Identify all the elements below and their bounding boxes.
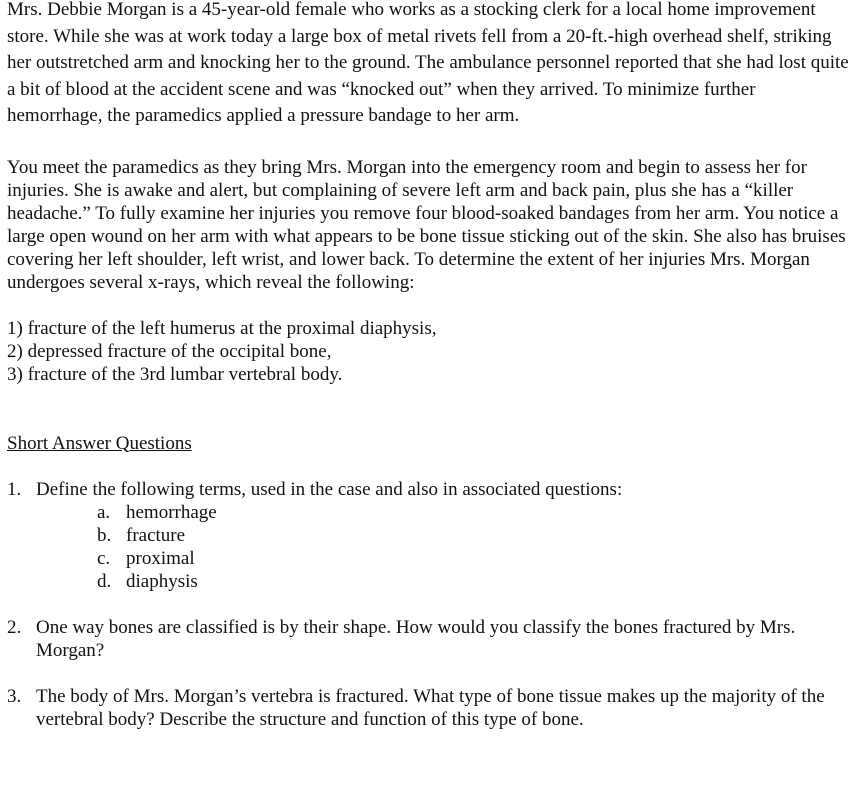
finding-item: 2) depressed fracture of the occipital bone, [7, 340, 332, 362]
term-item [7, 547, 852, 570]
finding-item: 1) fracture of the left humerus at the proximal diaphysis, [7, 317, 437, 339]
question-text: One way bones are classified is by their shape. How would you classify the bones fractured by Mrs. Morgan? [36, 616, 796, 661]
term-letter: c. [97, 547, 111, 569]
term-item [7, 524, 852, 547]
question-number: 1. [7, 478, 22, 500]
term-item [7, 501, 852, 524]
term-text: hemorrhage [126, 501, 217, 523]
document-page [7, 0, 852, 731]
question-item [7, 616, 852, 662]
case-paragraph-2: You meet the paramedics as they bring Mrs. Morgan into the emergency room and begin to assess her for injuries. She is awake and alert, but complaining of severe left arm and back pain, plus she has a “killer headache.” To fully examine her injuries you remove four blood-soaked bandages from her arm. You notice a large open wound on her arm with what appears to be bone tissue sticking out of the skin. She also has bruises covering her left shoulder, left wrist, and lower back. To determine the extent of her injuries Mrs. Morgan undergoes several x-rays, which reveal the following: [7, 156, 846, 293]
question-number: 3. [7, 685, 22, 707]
term-text: fracture [126, 524, 186, 546]
term-text: diaphysis [126, 570, 198, 592]
term-letter: a. [97, 501, 111, 523]
question-item [7, 478, 852, 593]
finding-item: 3) fracture of the 3rd lumbar vertebral body. [7, 363, 343, 385]
terms-list [7, 501, 852, 593]
section-heading: Short Answer Questions [7, 432, 192, 454]
term-letter: b. [97, 524, 112, 546]
question-number: 2. [7, 616, 22, 638]
xray-findings-list [7, 317, 852, 386]
question-item [7, 685, 852, 731]
question-text: The body of Mrs. Morgan’s vertebra is fractured. What type of bone tissue makes up the majority of the vertebral body? Describe the structure and function of this type of bone. [36, 685, 825, 730]
questions-list [7, 478, 852, 731]
term-text: proximal [126, 547, 195, 569]
term-letter: d. [97, 570, 112, 592]
question-text: Define the following terms, used in the case and also in associated questions: [36, 478, 623, 500]
term-item [7, 570, 852, 593]
case-paragraph-1: Mrs. Debbie Morgan is a 45-year-old female who works as a stocking clerk for a local home improvement store. While she was at work today a large box of metal rivets fell from a 20-ft.-high overhead shelf, striking her outstretched arm and knocking her to the ground. The ambulance personnel reported that she had lost quite a bit of blood at the accident scene and was “knocked out” when they arrived. To minimize further hemorrhage, the paramedics applied a pressure bandage to her arm. [7, 0, 849, 126]
